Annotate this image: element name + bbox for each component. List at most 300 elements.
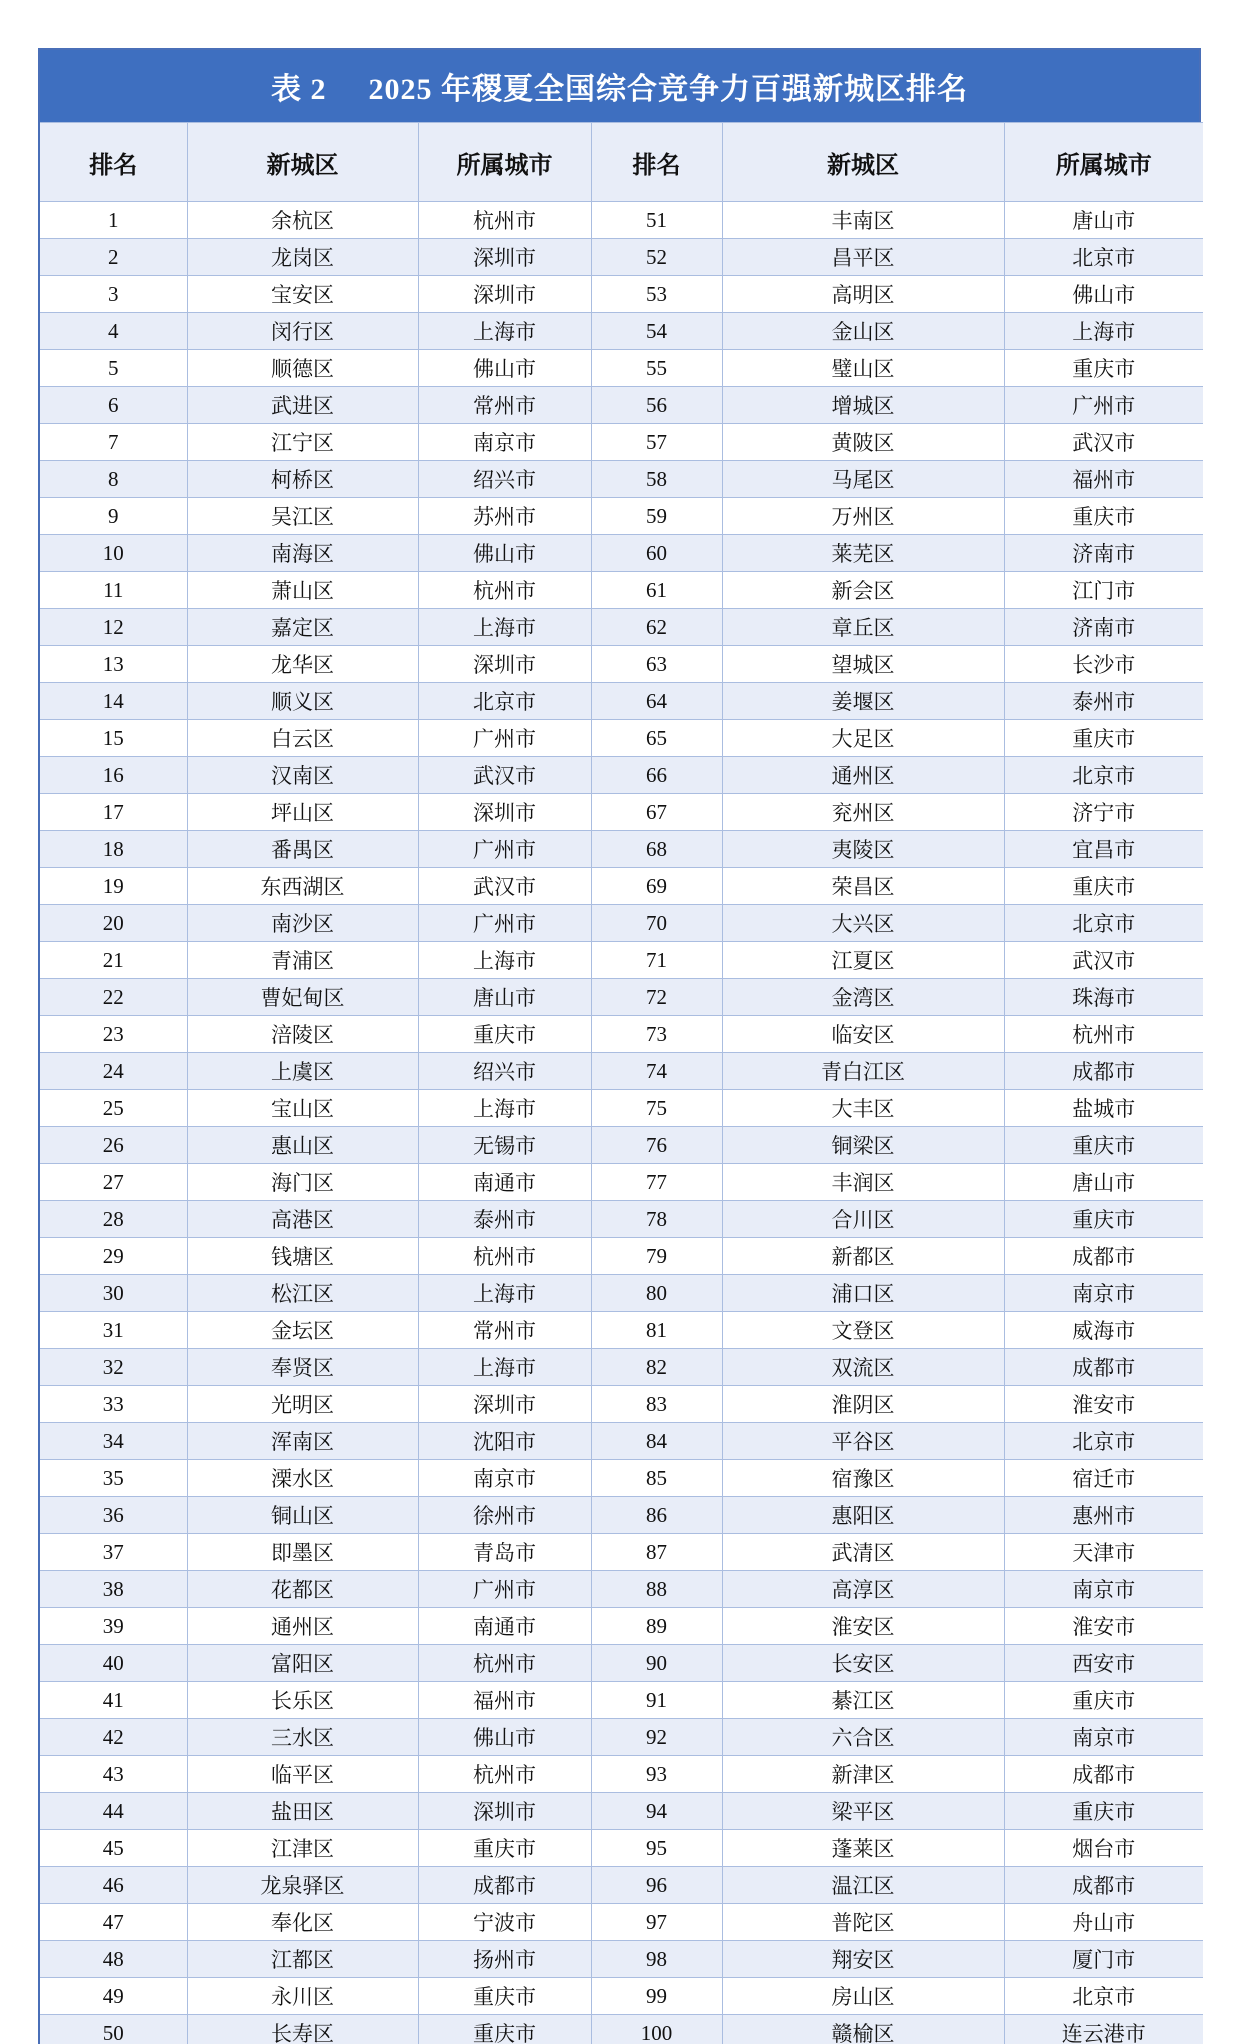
rank-cell: 76	[591, 1127, 722, 1164]
district-cell: 宝安区	[187, 276, 418, 313]
city-cell: 成都市	[1004, 1867, 1203, 1904]
table-row	[40, 1497, 1203, 1534]
rank-cell: 57	[591, 424, 722, 461]
city-cell: 常州市	[418, 387, 591, 424]
district-cell: 望城区	[722, 646, 1004, 683]
city-cell: 重庆市	[1004, 1793, 1203, 1830]
city-cell: 长沙市	[1004, 646, 1203, 683]
rank-cell: 8	[40, 461, 187, 498]
district-cell: 龙华区	[187, 646, 418, 683]
district-cell: 金湾区	[722, 979, 1004, 1016]
rank-cell: 30	[40, 1275, 187, 1312]
city-cell: 福州市	[1004, 461, 1203, 498]
rank-cell: 63	[591, 646, 722, 683]
district-cell: 龙泉驿区	[187, 1867, 418, 1904]
district-cell: 番禺区	[187, 831, 418, 868]
table-row	[40, 1460, 1203, 1497]
district-cell: 涪陵区	[187, 1016, 418, 1053]
district-cell: 马尾区	[722, 461, 1004, 498]
district-cell: 长寿区	[187, 2015, 418, 2044]
rank-cell: 11	[40, 572, 187, 609]
rank-cell: 84	[591, 1423, 722, 1460]
district-cell: 富阳区	[187, 1645, 418, 1682]
district-cell: 铜山区	[187, 1497, 418, 1534]
rank-cell: 59	[591, 498, 722, 535]
table-row	[40, 1571, 1203, 1608]
table-title-bar	[40, 50, 1199, 122]
district-cell: 房山区	[722, 1978, 1004, 2015]
district-cell: 闵行区	[187, 313, 418, 350]
rank-cell: 5	[40, 350, 187, 387]
city-cell: 盐城市	[1004, 1090, 1203, 1127]
city-cell: 杭州市	[1004, 1016, 1203, 1053]
district-cell: 双流区	[722, 1349, 1004, 1386]
rank-cell: 65	[591, 720, 722, 757]
district-cell: 上虞区	[187, 1053, 418, 1090]
district-cell: 金坛区	[187, 1312, 418, 1349]
district-cell: 梁平区	[722, 1793, 1004, 1830]
rank-cell: 64	[591, 683, 722, 720]
district-cell: 浦口区	[722, 1275, 1004, 1312]
district-cell: 柯桥区	[187, 461, 418, 498]
rank-cell: 67	[591, 794, 722, 831]
rank-cell: 74	[591, 1053, 722, 1090]
city-cell: 重庆市	[1004, 868, 1203, 905]
district-cell: 兖州区	[722, 794, 1004, 831]
district-cell: 文登区	[722, 1312, 1004, 1349]
table-row	[40, 572, 1203, 609]
table-row	[40, 720, 1203, 757]
district-cell: 南海区	[187, 535, 418, 572]
city-cell: 成都市	[1004, 1238, 1203, 1275]
ranking-table-container	[38, 48, 1201, 2044]
district-cell: 青白江区	[722, 1053, 1004, 1090]
header-row	[40, 123, 1203, 202]
rank-cell: 58	[591, 461, 722, 498]
rank-cell: 62	[591, 609, 722, 646]
table-row	[40, 1201, 1203, 1238]
city-cell: 广州市	[418, 831, 591, 868]
rank-cell: 17	[40, 794, 187, 831]
table-body	[40, 202, 1203, 2044]
table-row	[40, 1941, 1203, 1978]
city-cell: 泰州市	[1004, 683, 1203, 720]
table-title: 2025 年稷夏全国综合竞争力百强新城区排名	[368, 73, 968, 106]
city-cell: 佛山市	[418, 535, 591, 572]
district-cell: 钱塘区	[187, 1238, 418, 1275]
rank-cell: 85	[591, 1460, 722, 1497]
city-cell: 武汉市	[418, 868, 591, 905]
table-row	[40, 313, 1203, 350]
district-cell: 夷陵区	[722, 831, 1004, 868]
district-cell: 江津区	[187, 1830, 418, 1867]
rank-cell: 89	[591, 1608, 722, 1645]
district-cell: 嘉定区	[187, 609, 418, 646]
city-cell: 武汉市	[418, 757, 591, 794]
city-cell: 淮安市	[1004, 1386, 1203, 1423]
table-row	[40, 498, 1203, 535]
city-cell: 重庆市	[418, 1978, 591, 2015]
district-cell: 奉化区	[187, 1904, 418, 1941]
table-row	[40, 1127, 1203, 1164]
city-cell: 北京市	[1004, 1423, 1203, 1460]
district-cell: 即墨区	[187, 1534, 418, 1571]
rank-cell: 12	[40, 609, 187, 646]
district-cell: 新津区	[722, 1756, 1004, 1793]
rank-cell: 3	[40, 276, 187, 313]
district-cell: 新会区	[722, 572, 1004, 609]
district-cell: 江宁区	[187, 424, 418, 461]
city-cell: 佛山市	[418, 1719, 591, 1756]
city-cell: 烟台市	[1004, 1830, 1203, 1867]
table-row	[40, 1275, 1203, 1312]
rank-cell: 79	[591, 1238, 722, 1275]
rank-cell: 16	[40, 757, 187, 794]
city-cell: 南京市	[1004, 1571, 1203, 1608]
district-cell: 武进区	[187, 387, 418, 424]
table-row	[40, 1534, 1203, 1571]
city-cell: 重庆市	[1004, 350, 1203, 387]
district-cell: 江都区	[187, 1941, 418, 1978]
district-cell: 坪山区	[187, 794, 418, 831]
rank-cell: 21	[40, 942, 187, 979]
rank-cell: 19	[40, 868, 187, 905]
district-cell: 綦江区	[722, 1682, 1004, 1719]
table-row	[40, 1904, 1203, 1941]
rank-cell: 1	[40, 202, 187, 239]
rank-cell: 51	[591, 202, 722, 239]
city-cell: 舟山市	[1004, 1904, 1203, 1941]
rank-cell: 44	[40, 1793, 187, 1830]
rank-cell: 42	[40, 1719, 187, 1756]
city-cell: 济南市	[1004, 535, 1203, 572]
city-cell: 重庆市	[418, 1016, 591, 1053]
rank-cell: 54	[591, 313, 722, 350]
rank-cell: 24	[40, 1053, 187, 1090]
rank-cell: 56	[591, 387, 722, 424]
city-cell: 沈阳市	[418, 1423, 591, 1460]
city-cell: 重庆市	[1004, 720, 1203, 757]
district-cell: 三水区	[187, 1719, 418, 1756]
table-row	[40, 1349, 1203, 1386]
rank-cell: 29	[40, 1238, 187, 1275]
city-cell: 深圳市	[418, 276, 591, 313]
rank-cell: 70	[591, 905, 722, 942]
rank-cell: 96	[591, 1867, 722, 1904]
district-cell: 余杭区	[187, 202, 418, 239]
district-cell: 章丘区	[722, 609, 1004, 646]
city-cell: 宁波市	[418, 1904, 591, 1941]
district-cell: 普陀区	[722, 1904, 1004, 1941]
district-cell: 宝山区	[187, 1090, 418, 1127]
district-cell: 高明区	[722, 276, 1004, 313]
district-cell: 东西湖区	[187, 868, 418, 905]
ranking-table	[40, 122, 1203, 2044]
district-cell: 淮阴区	[722, 1386, 1004, 1423]
city-cell: 绍兴市	[418, 461, 591, 498]
city-cell: 广州市	[418, 905, 591, 942]
city-cell: 青岛市	[418, 1534, 591, 1571]
column-header-district-right: 新城区	[722, 123, 1004, 202]
table-row	[40, 609, 1203, 646]
rank-cell: 68	[591, 831, 722, 868]
table-row	[40, 202, 1203, 239]
city-cell: 上海市	[418, 942, 591, 979]
rank-cell: 9	[40, 498, 187, 535]
table-row	[40, 1016, 1203, 1053]
district-cell: 莱芜区	[722, 535, 1004, 572]
table-row	[40, 683, 1203, 720]
rank-cell: 13	[40, 646, 187, 683]
table-row	[40, 1423, 1203, 1460]
table-row	[40, 424, 1203, 461]
table-row	[40, 794, 1203, 831]
rank-cell: 98	[591, 1941, 722, 1978]
table-row	[40, 461, 1203, 498]
table-row	[40, 757, 1203, 794]
rank-cell: 45	[40, 1830, 187, 1867]
table-row	[40, 387, 1203, 424]
district-cell: 惠山区	[187, 1127, 418, 1164]
city-cell: 江门市	[1004, 572, 1203, 609]
district-cell: 合川区	[722, 1201, 1004, 1238]
city-cell: 常州市	[418, 1312, 591, 1349]
district-cell: 温江区	[722, 1867, 1004, 1904]
district-cell: 黄陂区	[722, 424, 1004, 461]
district-cell: 海门区	[187, 1164, 418, 1201]
column-header-rank-right: 排名	[591, 123, 722, 202]
district-cell: 丰南区	[722, 202, 1004, 239]
table-row	[40, 2015, 1203, 2044]
city-cell: 重庆市	[418, 1830, 591, 1867]
city-cell: 天津市	[1004, 1534, 1203, 1571]
rank-cell: 47	[40, 1904, 187, 1941]
rank-cell: 71	[591, 942, 722, 979]
city-cell: 济南市	[1004, 609, 1203, 646]
rank-cell: 91	[591, 1682, 722, 1719]
rank-cell: 34	[40, 1423, 187, 1460]
city-cell: 扬州市	[418, 1941, 591, 1978]
city-cell: 上海市	[418, 609, 591, 646]
rank-cell: 82	[591, 1349, 722, 1386]
table-title-prefix: 表 2	[271, 73, 327, 106]
district-cell: 淮安区	[722, 1608, 1004, 1645]
city-cell: 唐山市	[418, 979, 591, 1016]
city-cell: 杭州市	[418, 572, 591, 609]
table-row	[40, 868, 1203, 905]
city-cell: 广州市	[1004, 387, 1203, 424]
city-cell: 淮安市	[1004, 1608, 1203, 1645]
district-cell: 姜堰区	[722, 683, 1004, 720]
rank-cell: 28	[40, 1201, 187, 1238]
city-cell: 唐山市	[1004, 202, 1203, 239]
table-row	[40, 1238, 1203, 1275]
table-row	[40, 1164, 1203, 1201]
city-cell: 深圳市	[418, 239, 591, 276]
rank-cell: 38	[40, 1571, 187, 1608]
city-cell: 南京市	[1004, 1719, 1203, 1756]
city-cell: 宜昌市	[1004, 831, 1203, 868]
rank-cell: 18	[40, 831, 187, 868]
city-cell: 唐山市	[1004, 1164, 1203, 1201]
city-cell: 绍兴市	[418, 1053, 591, 1090]
rank-cell: 32	[40, 1349, 187, 1386]
table-row	[40, 1719, 1203, 1756]
rank-cell: 61	[591, 572, 722, 609]
rank-cell: 43	[40, 1756, 187, 1793]
table-row	[40, 905, 1203, 942]
district-cell: 通州区	[187, 1608, 418, 1645]
district-cell: 江夏区	[722, 942, 1004, 979]
rank-cell: 92	[591, 1719, 722, 1756]
city-cell: 杭州市	[418, 1238, 591, 1275]
rank-cell: 83	[591, 1386, 722, 1423]
district-cell: 武清区	[722, 1534, 1004, 1571]
column-header-rank-left: 排名	[40, 123, 187, 202]
rank-cell: 55	[591, 350, 722, 387]
rank-cell: 90	[591, 1645, 722, 1682]
table-row	[40, 1682, 1203, 1719]
city-cell: 南通市	[418, 1608, 591, 1645]
rank-cell: 52	[591, 239, 722, 276]
district-cell: 盐田区	[187, 1793, 418, 1830]
city-cell: 惠州市	[1004, 1497, 1203, 1534]
column-header-district-left: 新城区	[187, 123, 418, 202]
city-cell: 西安市	[1004, 1645, 1203, 1682]
district-cell: 花都区	[187, 1571, 418, 1608]
rank-cell: 40	[40, 1645, 187, 1682]
rank-cell: 22	[40, 979, 187, 1016]
city-cell: 成都市	[1004, 1053, 1203, 1090]
district-cell: 永川区	[187, 1978, 418, 2015]
district-cell: 新都区	[722, 1238, 1004, 1275]
district-cell: 荣昌区	[722, 868, 1004, 905]
rank-cell: 86	[591, 1497, 722, 1534]
district-cell: 顺义区	[187, 683, 418, 720]
table-row	[40, 1793, 1203, 1830]
city-cell: 南京市	[418, 424, 591, 461]
city-cell: 北京市	[1004, 1978, 1203, 2015]
district-cell: 龙岗区	[187, 239, 418, 276]
district-cell: 高港区	[187, 1201, 418, 1238]
city-cell: 重庆市	[1004, 1201, 1203, 1238]
district-cell: 增城区	[722, 387, 1004, 424]
rank-cell: 48	[40, 1941, 187, 1978]
district-cell: 浑南区	[187, 1423, 418, 1460]
table-row	[40, 239, 1203, 276]
district-cell: 光明区	[187, 1386, 418, 1423]
city-cell: 宿迁市	[1004, 1460, 1203, 1497]
city-cell: 杭州市	[418, 1756, 591, 1793]
city-cell: 连云港市	[1004, 2015, 1203, 2044]
rank-cell: 49	[40, 1978, 187, 2015]
table-row	[40, 350, 1203, 387]
district-cell: 铜梁区	[722, 1127, 1004, 1164]
district-cell: 大兴区	[722, 905, 1004, 942]
rank-cell: 93	[591, 1756, 722, 1793]
rank-cell: 80	[591, 1275, 722, 1312]
district-cell: 璧山区	[722, 350, 1004, 387]
city-cell: 北京市	[1004, 239, 1203, 276]
table-row	[40, 1756, 1203, 1793]
city-cell: 苏州市	[418, 498, 591, 535]
rank-cell: 81	[591, 1312, 722, 1349]
district-cell: 临平区	[187, 1756, 418, 1793]
column-header-city-left: 所属城市	[418, 123, 591, 202]
city-cell: 武汉市	[1004, 942, 1203, 979]
city-cell: 成都市	[1004, 1756, 1203, 1793]
rank-cell: 15	[40, 720, 187, 757]
rank-cell: 25	[40, 1090, 187, 1127]
rank-cell: 87	[591, 1534, 722, 1571]
district-cell: 金山区	[722, 313, 1004, 350]
city-cell: 珠海市	[1004, 979, 1203, 1016]
city-cell: 济宁市	[1004, 794, 1203, 831]
column-header-city-right: 所属城市	[1004, 123, 1203, 202]
district-cell: 汉南区	[187, 757, 418, 794]
city-cell: 徐州市	[418, 1497, 591, 1534]
city-cell: 福州市	[418, 1682, 591, 1719]
district-cell: 通州区	[722, 757, 1004, 794]
city-cell: 北京市	[1004, 757, 1203, 794]
table-row	[40, 1867, 1203, 1904]
district-cell: 昌平区	[722, 239, 1004, 276]
table-row	[40, 1053, 1203, 1090]
city-cell: 北京市	[1004, 905, 1203, 942]
district-cell: 大丰区	[722, 1090, 1004, 1127]
rank-cell: 66	[591, 757, 722, 794]
district-cell: 溧水区	[187, 1460, 418, 1497]
city-cell: 深圳市	[418, 646, 591, 683]
city-cell: 南通市	[418, 1164, 591, 1201]
rank-cell: 88	[591, 1571, 722, 1608]
rank-cell: 41	[40, 1682, 187, 1719]
rank-cell: 2	[40, 239, 187, 276]
district-cell: 丰润区	[722, 1164, 1004, 1201]
district-cell: 曹妃甸区	[187, 979, 418, 1016]
district-cell: 惠阳区	[722, 1497, 1004, 1534]
district-cell: 大足区	[722, 720, 1004, 757]
city-cell: 威海市	[1004, 1312, 1203, 1349]
district-cell: 高淳区	[722, 1571, 1004, 1608]
rank-cell: 23	[40, 1016, 187, 1053]
district-cell: 顺德区	[187, 350, 418, 387]
city-cell: 成都市	[418, 1867, 591, 1904]
district-cell: 南沙区	[187, 905, 418, 942]
city-cell: 南京市	[418, 1460, 591, 1497]
rank-cell: 95	[591, 1830, 722, 1867]
city-cell: 南京市	[1004, 1275, 1203, 1312]
district-cell: 临安区	[722, 1016, 1004, 1053]
city-cell: 上海市	[418, 1349, 591, 1386]
rank-cell: 97	[591, 1904, 722, 1941]
rank-cell: 14	[40, 683, 187, 720]
table-header	[40, 123, 1203, 202]
city-cell: 广州市	[418, 720, 591, 757]
table-row	[40, 646, 1203, 683]
city-cell: 泰州市	[418, 1201, 591, 1238]
city-cell: 佛山市	[418, 350, 591, 387]
table-row	[40, 1978, 1203, 2015]
rank-cell: 94	[591, 1793, 722, 1830]
city-cell: 广州市	[418, 1571, 591, 1608]
rank-cell: 73	[591, 1016, 722, 1053]
district-cell: 翔安区	[722, 1941, 1004, 1978]
district-cell: 宿豫区	[722, 1460, 1004, 1497]
city-cell: 佛山市	[1004, 276, 1203, 313]
rank-cell: 20	[40, 905, 187, 942]
rank-cell: 78	[591, 1201, 722, 1238]
